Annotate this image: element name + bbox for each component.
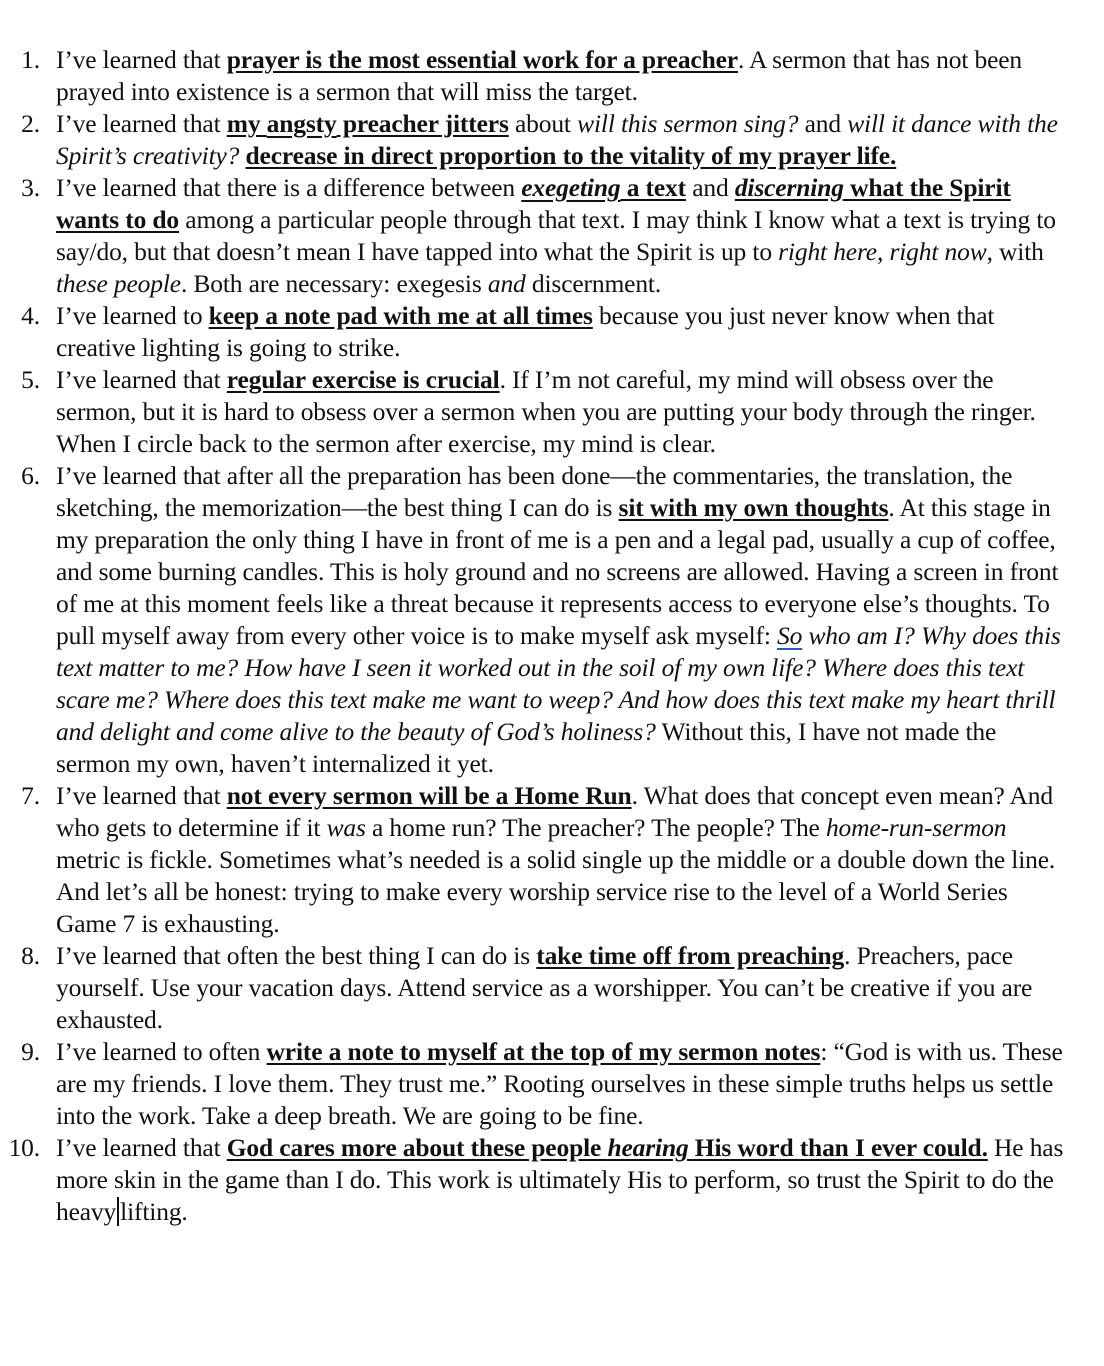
text-run: . Both are necessary: exegesis: [180, 269, 488, 298]
document-body: [0, 44, 1104, 1228]
list-item-number: 9.: [21, 1037, 40, 1066]
emphasis-text: take time off from preaching: [536, 941, 845, 970]
list-item-number: 4.: [21, 301, 40, 330]
list-item-number: 2.: [21, 109, 40, 138]
italic-text: will this sermon sing?: [577, 109, 799, 138]
list-item: [0, 1132, 1104, 1228]
text-run: I’ve learned that: [56, 1133, 227, 1162]
text-run: I’ve learned that after all the preparation has been done—the commentaries, the translation, the sketching, the memorization—the best thing I can do is: [56, 461, 1013, 522]
list-item-number: 10.: [8, 1133, 40, 1162]
text-run: . At this stage in my preparation the only thing I have in front of me is a pen and a legal pad, usually a cup of coffee, and some burning candles. This is holy ground and no screens are allowed. Having a screen in front of me at this moment feels like a threat because it represents access to everyone else’s thoughts. To pull myself away from every other voice is to make myself ask myself:: [56, 493, 1059, 650]
list-item-text: [56, 173, 1056, 298]
list-item-text: [56, 45, 1022, 106]
text-run: . Preachers, pace yourself. Use your vacation days. Attend service as a worshipper. You can’t be creative if you are exhausted.: [56, 941, 1033, 1034]
list-item-number: 1.: [21, 45, 40, 74]
list-item: [0, 364, 1104, 460]
text-run: I’ve learned that: [56, 781, 227, 810]
list-item: [0, 108, 1104, 172]
text-run: among a particular people through that text. I may think I know what a text is trying to say/do, but that doesn’t mean I have tapped into what the Spirit is up to: [56, 205, 1056, 266]
emphasis-text: a text: [620, 173, 686, 202]
text-run: because you just never know when that creative lighting is going to strike.: [56, 301, 995, 362]
list-item-text: [56, 1037, 1063, 1130]
list-item-text: [56, 781, 1055, 938]
text-run: I’ve learned to often: [56, 1037, 267, 1066]
italic-text: who am I? Why does this text matter to me? How have I seen it worked out in the soil of my own life? Where does this text scare me? Where does this text make me want to weep? And how does this text make my heart thrill and delight and come alive to the beauty of God’s holiness?: [56, 621, 1061, 746]
emphasis-text: my: [226, 109, 267, 138]
text-run: . If I’m not careful, my mind will obsess over the sermon, but it is hard to obsess over a sermon when you are putting your body through the ringer. When I circle back to the sermon after exercise, my mind is clear.: [56, 365, 1036, 458]
text-run: I’ve learned that: [56, 45, 227, 74]
emphasis-text: write a note to myself at the top of my sermon notes: [266, 1037, 821, 1066]
emphasis-text: His word than I ever could.: [688, 1133, 988, 1162]
list-item-number: 7.: [21, 781, 40, 810]
emphasis-text: decrease in direct proportion to the vitality of my prayer life.: [245, 141, 897, 170]
list-item-number: 3.: [21, 173, 40, 202]
emphasis-text: regular exercise is crucial: [226, 365, 500, 394]
emphasis-text: hearing: [607, 1133, 689, 1162]
text-run: ,: [876, 237, 890, 266]
list-item-text: [56, 365, 1036, 458]
italic-text: and: [487, 269, 526, 298]
emphasis-text: not every sermon will be a Home Run: [226, 781, 632, 810]
text-run: . What does that concept even mean? And who gets to determine if it: [56, 781, 1053, 842]
text-run: discernment.: [525, 269, 662, 298]
text-run: Without this, I have not made the sermon my own, haven’t internalized it yet.: [56, 717, 997, 778]
text-cursor[interactable]: [117, 1197, 119, 1226]
text-run: , with: [986, 237, 1044, 266]
list-item-number: 6.: [21, 461, 40, 490]
text-run: a home run? The preacher? The people? The: [365, 813, 826, 842]
list-item: [0, 44, 1104, 108]
list-item-text: [56, 301, 994, 362]
emphasis-text: preacher jitters: [336, 109, 509, 138]
list-item: [0, 460, 1104, 780]
list-item-text: [56, 109, 1058, 170]
text-run: I’ve learned that: [56, 109, 227, 138]
text-run: I’ve learned that often the best thing I can do is: [56, 941, 537, 970]
text-run: I’ve learned that: [56, 365, 227, 394]
text-run: metric is fickle. Sometimes what’s needed is a solid single up the middle or a double down the line. And let’s all be honest: trying to make every worship service rise to the level of a World Series Game 7 is exhausting.: [56, 845, 1056, 938]
text-run: and: [685, 173, 735, 202]
text-run: He has more skin in the game than I do. This work is ultimately His to perform, so trust the Spirit to do the heavy: [56, 1133, 1064, 1226]
list-item-text: [56, 941, 1032, 1034]
list-item: [0, 1036, 1104, 1132]
emphasis-text: what the Spirit wants to do: [56, 173, 1011, 234]
emphasis-text: prayer is the most essential work for a preacher: [226, 45, 738, 74]
italic-text: was: [326, 813, 366, 842]
text-run: I’ve learned to: [56, 301, 209, 330]
emphasis-text: God cares more about these people: [226, 1133, 608, 1162]
text-run: about: [508, 109, 578, 138]
text-run: and: [798, 109, 848, 138]
spellcheck-flagged-word: angsty: [266, 109, 337, 138]
emphasis-text: keep a note pad with me at all times: [208, 301, 593, 330]
list-item-number: 8.: [21, 941, 40, 970]
list-item: [0, 940, 1104, 1036]
emphasis-text: discerning: [734, 173, 844, 202]
list-item: [0, 780, 1104, 940]
italic-text: right now: [889, 237, 987, 266]
list-item: [0, 172, 1104, 300]
list-item-number: 5.: [21, 365, 40, 394]
text-run: I’ve learned that there is a difference between: [56, 173, 522, 202]
list-item-text: [56, 461, 1061, 778]
emphasis-text: sit with my own thoughts: [618, 493, 889, 522]
spellcheck-flagged-word: exegeting: [521, 173, 621, 202]
text-run: : “God is with us. These are my friends. I love them. They trust me.” Rooting ourselves in these simple truths helps us settle into the work. Take a deep breath. We are going to be fine.: [56, 1037, 1063, 1130]
italic-text: right here: [778, 237, 877, 266]
italic-text: will it dance with the Spirit’s creativity?: [56, 109, 1058, 170]
text-run: lifting.: [120, 1197, 188, 1226]
list-item: [0, 300, 1104, 364]
list-item-text: [56, 1133, 1063, 1226]
grammar-flagged-word: So: [777, 621, 803, 650]
italic-text: home-run-sermon: [825, 813, 1007, 842]
text-run: . A sermon that has not been prayed into existence is a sermon that will miss the target.: [56, 45, 1023, 106]
italic-text: these people: [56, 269, 181, 298]
